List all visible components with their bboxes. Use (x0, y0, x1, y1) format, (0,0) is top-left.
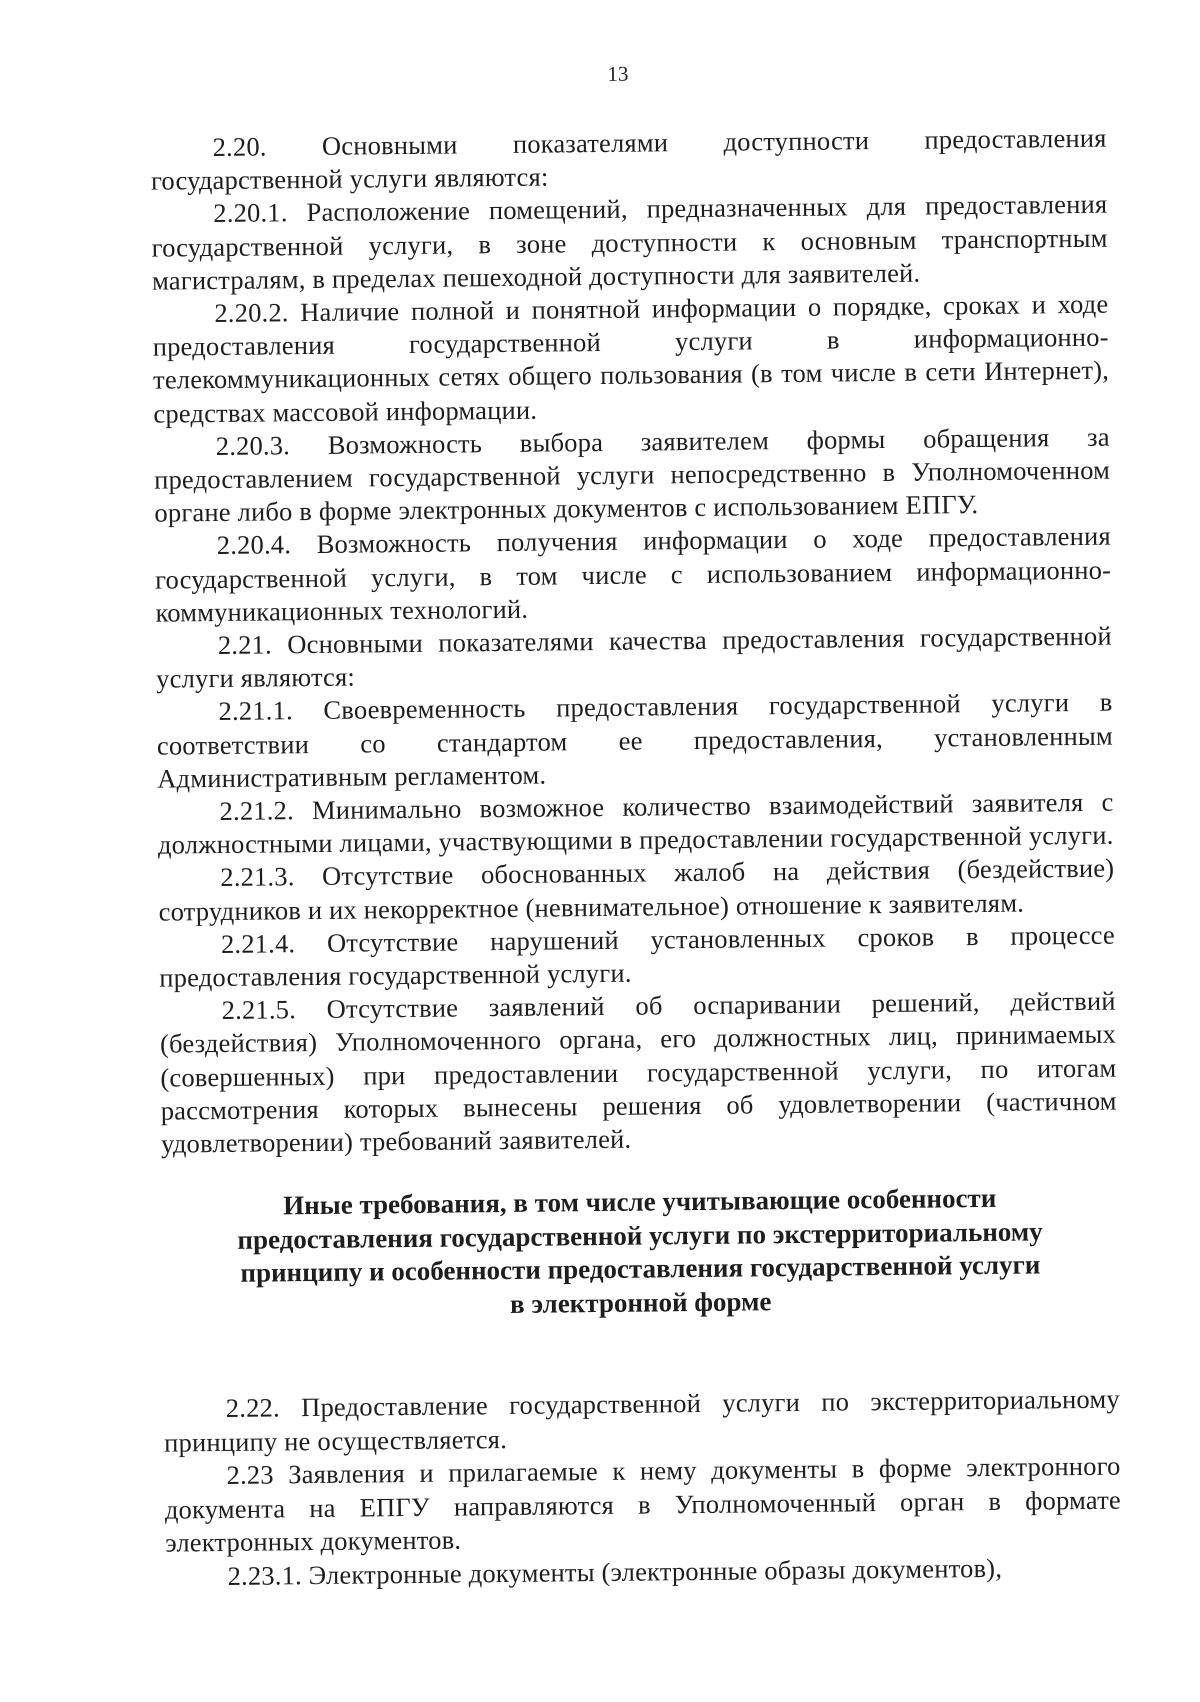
page-number: 13 (607, 61, 629, 86)
paragraph-2-21-5: 2.21.5. Отсутствие заявлений об оспаривании решений, действий (бездействия) Уполномоченного органа, его должностных лиц, принимаемых (совершенных) при предоставлении государственной услуги, по итогам рассмотрения которых вынесены решения об удовлетворении (частичном удовлетворении) требований заявителей. (159, 985, 1117, 1159)
paragraph-2-22: 2.22. Предоставление государственной услуги по экстерриториальному принципу не осуществляется. (164, 1383, 1120, 1458)
paragraph-2-21-3: 2.21.3. Отсутствие обоснованных жалоб на действия (бездействие) сотрудников и их некорректное (невнимательное) отношение к заявителям. (158, 853, 1115, 927)
paragraph-2-20: 2.20. Основными показателями доступности предоставления государственной услуги являются: (150, 122, 1107, 196)
paragraph-2-21: 2.21. Основными показателями качества предоставления государственной услуги являются: (156, 620, 1112, 694)
paragraph-2-20-4: 2.20.4. Возможность получения информации о ходе предоставления государственной услуги, в том числе с использованием информационно-коммуникационных технологий. (155, 521, 1112, 628)
paragraph-2-20-3: 2.20.3. Возможность выбора заявителем формы обращения за предоставлением государственной услуги непосредственно в Уполномоченном органе либо в форме электронных документов с использованием ЕПГУ. (153, 421, 1111, 528)
paragraph-2-23: 2.23 Заявления и прилагаемые к нему документы в форме электронного документа на ЕПГУ направляются в Уполномоченный орган в формате электронных документов. (164, 1450, 1122, 1558)
paragraph-2-21-1: 2.21.1. Своевременность предоставления государственной услуги в соответствии со стандартом ее предоставления, установленным Административным регламентом. (156, 687, 1114, 794)
paragraph-2-21-4: 2.21.4. Отсутствие нарушений установленных сроков в процессе предоставления государственной услуги. (159, 919, 1116, 993)
heading-line: принципу и особенности предоставления государственной услуги (240, 1249, 1041, 1289)
paragraph-2-20-1: 2.20.1. Расположение помещений, предназначенных для предоставления государственной услуги, в зоне доступности к основным транспортным магистралям, в пределах пешеходной доступности для заявителей. (151, 189, 1108, 296)
heading-line: предоставления государственной услуги по экстерриториальному (237, 1216, 1043, 1255)
paragraph-2-21-2: 2.21.2. Минимально возможное количество взаимодействий заявителя с должностными лицами, участвующими в предоставлении государственной услуги. (157, 786, 1114, 860)
section-heading (162, 1181, 1119, 1325)
heading-line: Иные требования, в том числе учитывающие особенности (282, 1183, 997, 1221)
heading-line: в электронной форме (509, 1286, 772, 1319)
paragraph-2-20-2: 2.20.2. Наличие полной и понятной информации о порядке, сроках и ходе предоставления государственной услуги в информационно-телекоммуникационных сетях общего пользования (в том числе в сети Интернет), средствах массовой информации. (152, 288, 1110, 429)
paragraph-2-23-1: 2.23.1. Электронные документы (электронные образы документов), (227, 1552, 1003, 1591)
main-text-block (150, 122, 1117, 1161)
secondary-text-block (164, 1383, 1122, 1594)
